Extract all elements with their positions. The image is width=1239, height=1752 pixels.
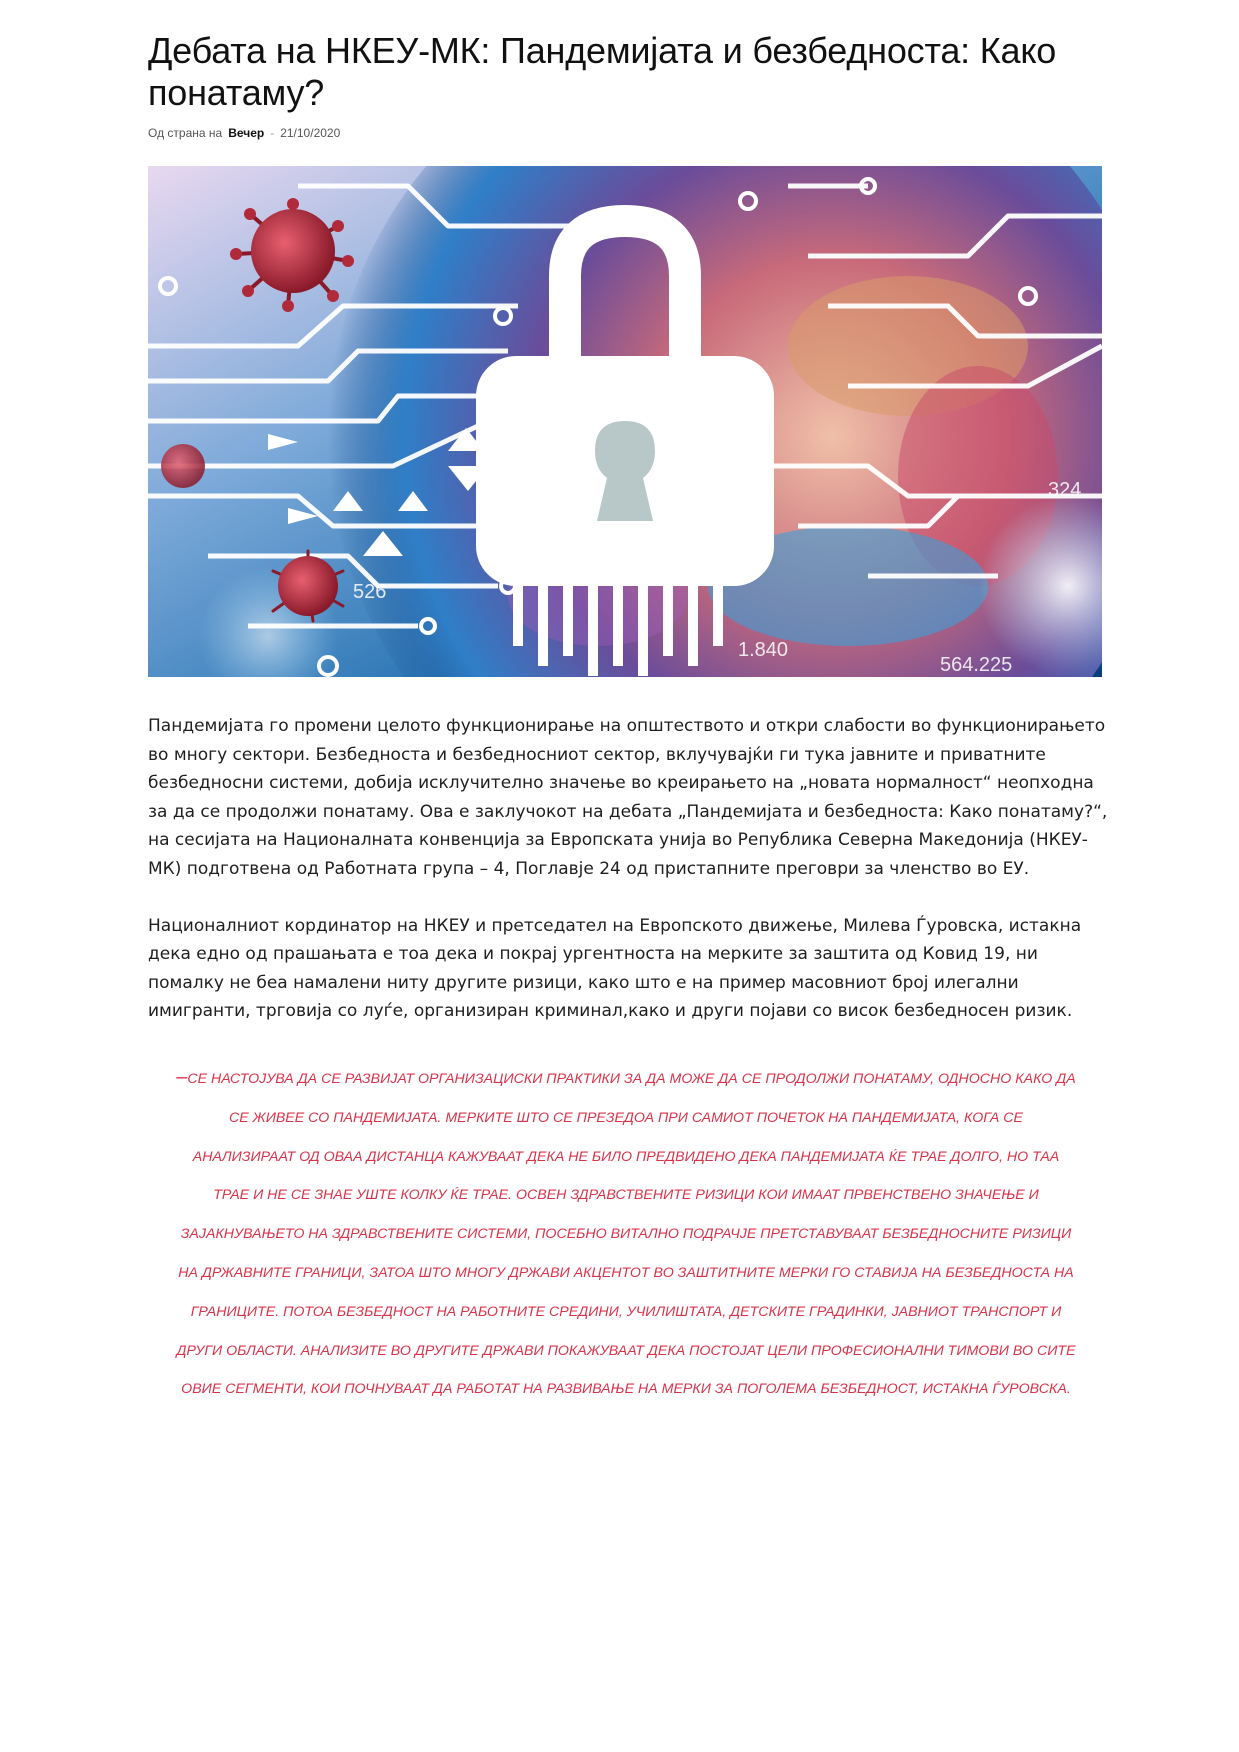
publish-date: 21/10/2020 [280, 126, 341, 140]
virus-icon [161, 444, 205, 488]
hero-image [148, 166, 1102, 677]
hero-number: 564.225 [940, 654, 1013, 676]
by-label: Од страна на [148, 126, 223, 140]
article-paragraph: Националниот кординатор на НКЕУ и претседател на Европското движење, Милева Ѓуровска, истакна дека едно од прашањата е тоа дека и покрај ургентноста на мерките за заштита од Ковид 19, ни помалку не беа намалени ниту другите ризици, како што е на пример масовниот број илегални имигранти, трговија со луѓе, организиран криминал,како и други појави со висок безбедносен ризик. [148, 915, 1082, 1022]
hero-number: 1.840 [738, 639, 789, 661]
quote-dash: – [176, 1066, 188, 1088]
quote-text: СЕ НАСТОЈУВА ДА СЕ РАЗВИЈАТ ОРГАНИЗАЦИСКИ ПРАКТИКИ ЗА ДА МОЖЕ ДА СЕ ПРОДОЛЖИ ПОНАТАМУ, ОДНОСНО КАКО ДА СЕ ЖИВЕЕ СО ПАНДЕМИЈАТА. МЕРКИТЕ ШТО СЕ ПРЕЗЕДОА ПРИ САМИОТ ПОЧЕТОК НА ПАНДЕМИЈАТА, КОГА СЕ АНАЛИЗИРААТ ОД ОВАА ДИСТАНЦА КАЖУВААТ ДЕКА НЕ БИЛО ПРЕДВИДЕНО ДЕКА ПАНДЕМИЈАТА ЌЕ ТРАЕ ДОЛГО, НО ТАА ТРАЕ И НЕ СЕ ЗНАЕ УШТЕ КОЛКУ ЌЕ ТРАЕ. ОСВЕН ЗДРАВСТВЕНИТЕ РИЗИЦИ КОИ ИМААТ ПРВЕНСТВЕНО ЗНАЧЕЊЕ И ЗАЈАКНУВАЊЕТО НА ЗДРАВСТВЕНИТЕ СИСТЕМИ, ПОСЕБНО ВИТАЛНО ПОДРАЧЈЕ ПРЕТСТАВУВААТ БЕЗБЕДНОСНИТЕ РИЗИЦИ НА ДРЖАВНИТЕ ГРАНИЦИ, ЗАТОА ШТО МНОГУ ДРЖАВИ АКЦЕНТОТ ВО ЗАШТИТНИТЕ МЕРКИ ГО СТАВИЈА НА БЕЗБЕДНОСТА НА ГРАНИЦИТЕ. ПОТОА БЕЗБЕДНОСТ НА РАБОТНИТЕ СРЕДИНИ, УЧИЛИШТАТА, ДЕТСКИТЕ ГРАДИНКИ, ЈАВНИОТ ТРАНСПОРТ И ДРУГИ ОБЛАСТИ. АНАЛИЗИТЕ ВО ДРУГИТЕ ДРЖАВИ ПОКАЖУВААТ ДЕКА ПОСТОЈАТ ЦЕЛИ ПРОФЕСИОНАЛНИ ТИМОВИ ВО СИТЕ ОВИЕ СЕГМЕНТИ, КОИ ПОЧНУВААТ ДА РАБОТАТ НА РАЗВИВАЊЕ НА МЕРКИ ЗА ПОГОЛЕМА БЕЗБЕДНОСТ, ИСТАКНА ЃУРОВСКА. [176, 1071, 1076, 1398]
hero-illustration [148, 166, 1102, 677]
meta-separator: - [270, 126, 275, 140]
pull-quote [176, 1058, 1076, 1409]
hero-number: 526 [353, 581, 387, 603]
article-meta [148, 126, 1102, 140]
article-header [148, 30, 1102, 140]
article-body [148, 712, 1108, 1054]
article-title: Дебата на НКЕУ-МК: Пандемијата и безбедноста: Како понатаму? [148, 30, 1057, 113]
hero-number: 324 [1048, 479, 1082, 501]
author-link[interactable]: Вечер [228, 126, 265, 140]
article-paragraph: Пандемијата го промени целото функционирање на општеството и откри слабости во функционирањето во многу сектори. Безбедноста и безбедносниот сектор, вклучувајќи ги тука јавните и приватните безбедносни системи, добија исклучително значење во креирањето на „новата нормалност“ неопходна за да се продолжи понатаму. Ова е заклучокот на дебата „Пандемијата и безбедноста: Како понатаму?“, на сесијата на Националната конвенција за Европската унија во Република Северна Македонија (НКЕУ-МК) подготвена од Работната група – 4, Поглавје 24 од пристапните преговри за членство во ЕУ. [148, 716, 1108, 879]
